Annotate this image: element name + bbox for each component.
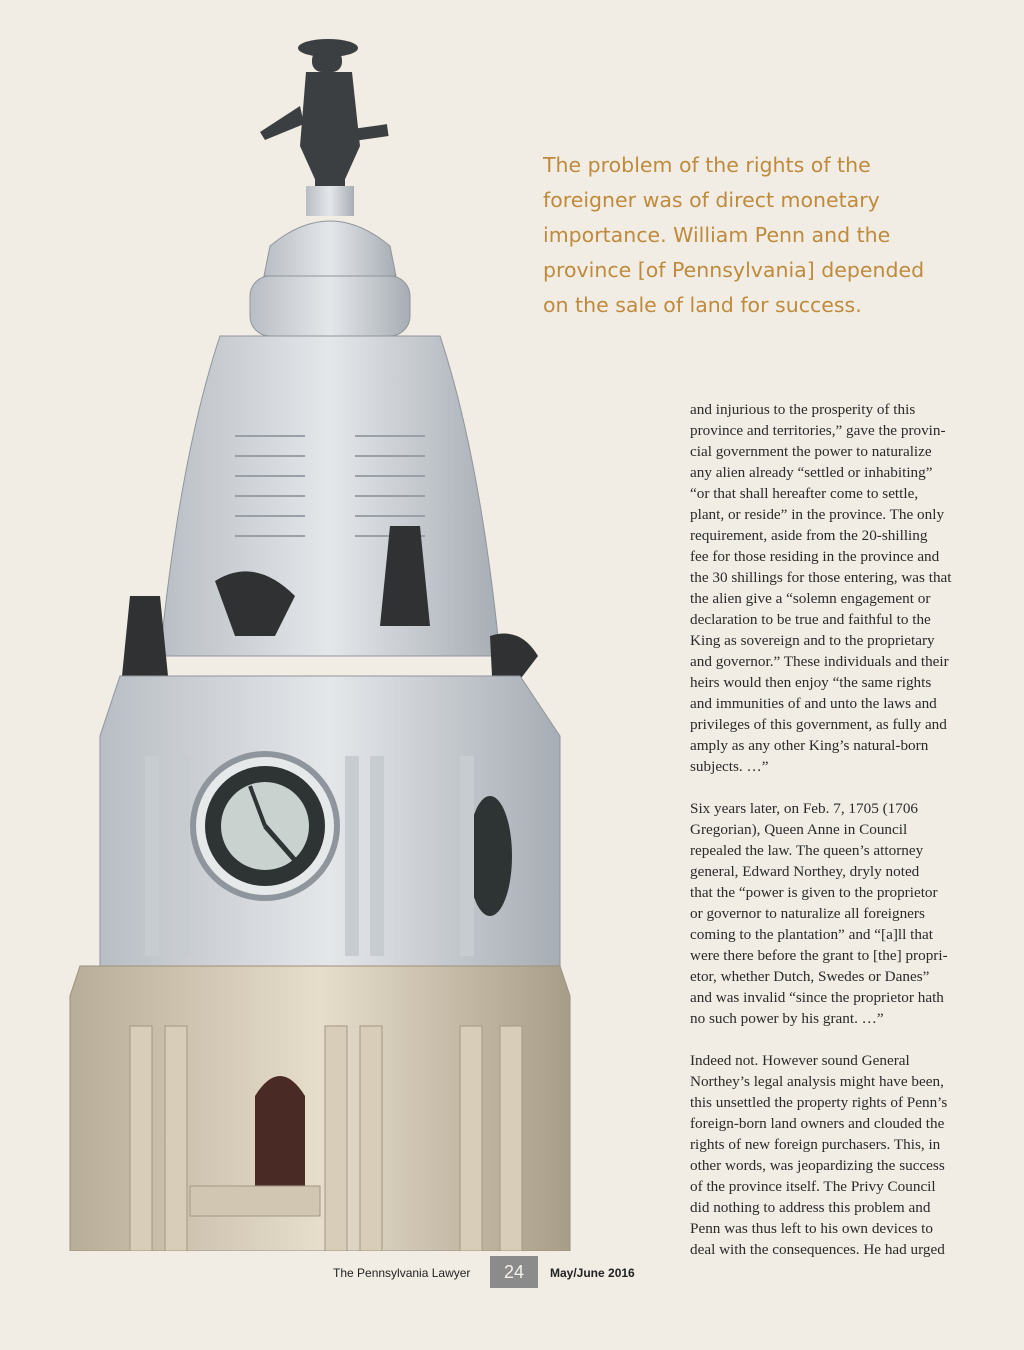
text-line: were there before the grant to [the] propri- xyxy=(690,947,948,964)
text-line: “or that shall hereafter come to settle, xyxy=(690,485,919,502)
text-line: privileges of this government, as fully and xyxy=(690,716,947,733)
text-line: or governor to naturalize all foreigners xyxy=(690,905,925,922)
text-line: this unsettled the property rights of Penn’s xyxy=(690,1094,948,1111)
text-line: of the province itself. The Privy Council xyxy=(690,1178,936,1195)
text-line: heirs would then enjoy “the same rights xyxy=(690,674,932,691)
text-line: any alien already “settled or inhabiting” xyxy=(690,464,933,481)
text-line: the alien give a “solemn engagement or xyxy=(690,590,931,607)
text-line: rights of new foreign purchasers. This, in xyxy=(690,1136,941,1153)
text-line: other words, was jeopardizing the success xyxy=(690,1157,945,1174)
text-line: subjects. …” xyxy=(690,758,769,775)
footer-publication: The Pennsylvania Lawyer xyxy=(333,1266,471,1280)
text-line: Six years later, on Feb. 7, 1705 (1706 xyxy=(690,800,919,817)
article-body xyxy=(690,399,990,1281)
paragraph xyxy=(690,798,990,1029)
clock-face xyxy=(193,754,337,898)
text-line: the 30 shillings for those entering, was that xyxy=(690,569,952,586)
text-line: repealed the law. The queen’s attorney xyxy=(690,842,924,859)
text-line: and was invalid “since the proprietor hath xyxy=(690,989,944,1006)
pull-quote-line: foreigner was of direct monetary xyxy=(543,188,880,212)
text-line: plant, or reside” in the province. The only xyxy=(690,506,945,523)
pull-quote-line: The problem of the rights of the xyxy=(543,153,871,177)
text-line: amply as any other King’s natural-born xyxy=(690,737,929,754)
paragraph xyxy=(690,399,990,777)
text-line: coming to the plantation” and “[a]ll that xyxy=(690,926,933,943)
page-number: 24 xyxy=(490,1256,538,1288)
text-line: etor, whether Dutch, Swedes or Danes” xyxy=(690,968,930,985)
penn-statue xyxy=(260,39,389,186)
text-line: requirement, aside from the 20-shilling xyxy=(690,527,928,544)
text-line: Penn was thus left to his own devices to xyxy=(690,1220,933,1237)
text-line: Northey’s legal analysis might have been, xyxy=(690,1073,944,1090)
text-line: deal with the consequences. He had urged xyxy=(690,1241,945,1258)
text-line: that the “power is given to the proprietor xyxy=(690,884,938,901)
text-line: province and territories,” gave the provin- xyxy=(690,422,946,439)
paragraph xyxy=(690,1050,990,1260)
text-line: and governor.” These individuals and their xyxy=(690,653,949,670)
text-line: foreign-born land owners and clouded the xyxy=(690,1115,945,1132)
city-hall-tower-photo xyxy=(60,36,580,1251)
pull-quote xyxy=(543,148,943,323)
footer-issue: May/June 2016 xyxy=(550,1266,635,1280)
text-line: King as sovereign and to the proprietary xyxy=(690,632,935,649)
pull-quote-line: on the sale of land for success. xyxy=(543,293,862,317)
pull-quote-line: importance. William Penn and the xyxy=(543,223,891,247)
text-line: cial government the power to naturalize xyxy=(690,443,932,460)
text-line: did nothing to address this problem and xyxy=(690,1199,931,1216)
text-line: fee for those residing in the province and xyxy=(690,548,940,565)
text-line: declaration to be true and faithful to the xyxy=(690,611,931,628)
text-line: and immunities of and unto the laws and xyxy=(690,695,937,712)
text-line: Indeed not. However sound General xyxy=(690,1052,910,1069)
text-line: no such power by his grant. …” xyxy=(690,1010,884,1027)
text-line: Gregorian), Queen Anne in Council xyxy=(690,821,908,838)
text-line: general, Edward Northey, dryly noted xyxy=(690,863,920,880)
text-line: and injurious to the prosperity of this xyxy=(690,401,916,418)
pull-quote-line: province [of Pennsylvania] depended xyxy=(543,258,925,282)
